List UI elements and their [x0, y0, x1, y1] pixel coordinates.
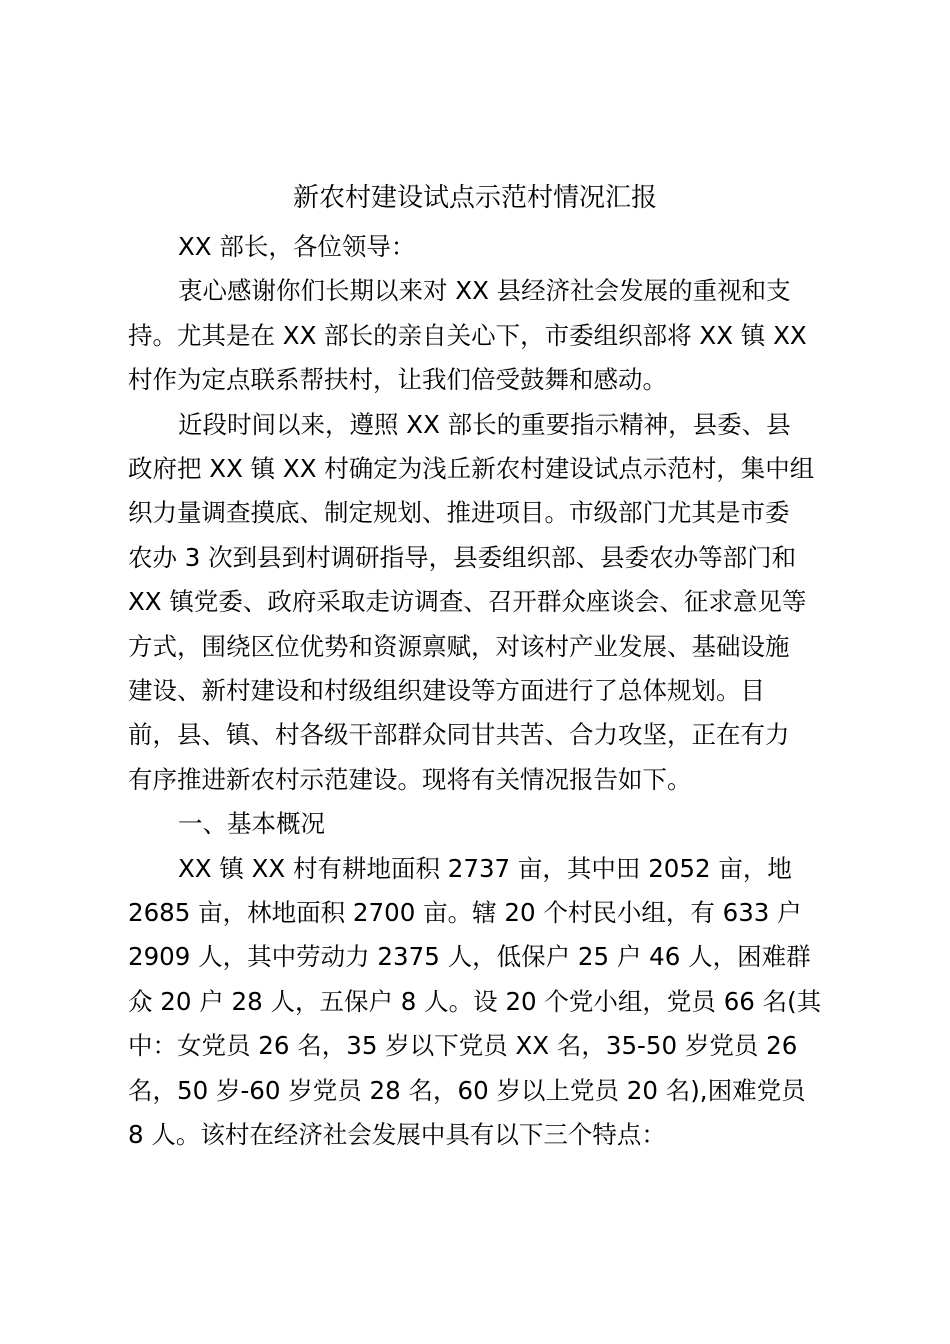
- body-line: 持。尤其是在 XX 部长的亲自关心下，市委组织部将 XX 镇 XX: [128, 320, 807, 350]
- body-line: 近段时间以来，遵照 XX 部长的重要指示精神，县委、县: [178, 409, 791, 439]
- body-line: 中：女党员 26 名，35 岁以下党员 XX 名，35-50 岁党员 26: [128, 1031, 798, 1061]
- body-line: 前，县、镇、村各级干部群众同甘共苦、合力攻坚，正在有力: [128, 720, 790, 750]
- body-line: 8 人。该村在经济社会发展中具有以下三个特点：: [128, 1120, 666, 1149]
- body-line: 政府把 XX 镇 XX 村确定为浅丘新农村建设试点示范村，集中组: [128, 454, 815, 483]
- body-line: 建设、新村建设和村级组织建设等方面进行了总体规划。目: [128, 676, 765, 705]
- body-line: XX 镇 XX 村有耕地面积 2737 亩，其中田 2052 亩，地: [178, 853, 792, 883]
- body-line: 村作为定点联系帮扶村，让我们倍受鼓舞和感动。: [128, 365, 667, 395]
- body-line: 衷心感谢你们长期以来对 XX 县经济社会发展的重视和支: [178, 276, 791, 306]
- body-line: 织力量调查摸底、制定规划、推进项目。市级部门尤其是市委: [128, 498, 790, 528]
- document-title: 新农村建设试点示范村情况汇报: [292, 183, 657, 213]
- body-line: XX 镇党委、政府采取走访调查、召开群众座谈会、征求意见等: [128, 587, 807, 617]
- body-line: XX 部长，各位领导：: [178, 232, 416, 261]
- body-line: 2685 亩，林地面积 2700 亩。辖 20 个村民小组，有 633 户: [128, 898, 802, 927]
- body-line: 名，50 岁-60 岁党员 28 名，60 岁以上党员 20 名),困难党员: [128, 1075, 806, 1105]
- body-line: 农办 3 次到县到村调研指导，县委组织部、县委农办等部门和: [128, 542, 797, 572]
- body-line: 方式，围绕区位优势和资源禀赋，对该村产业发展、基础设施: [128, 631, 790, 661]
- body-line: 一、基本概况: [178, 809, 325, 839]
- body-line: 众 20 户 28 人，五保户 8 人。设 20 个党小组，党员 66 名(其: [128, 986, 822, 1016]
- body-line: 有序推进新农村示范建设。现将有关情况报告如下。: [128, 764, 692, 794]
- body-line: 2909 人，其中劳动力 2375 人，低保户 25 户 46 人，困难群: [128, 942, 811, 972]
